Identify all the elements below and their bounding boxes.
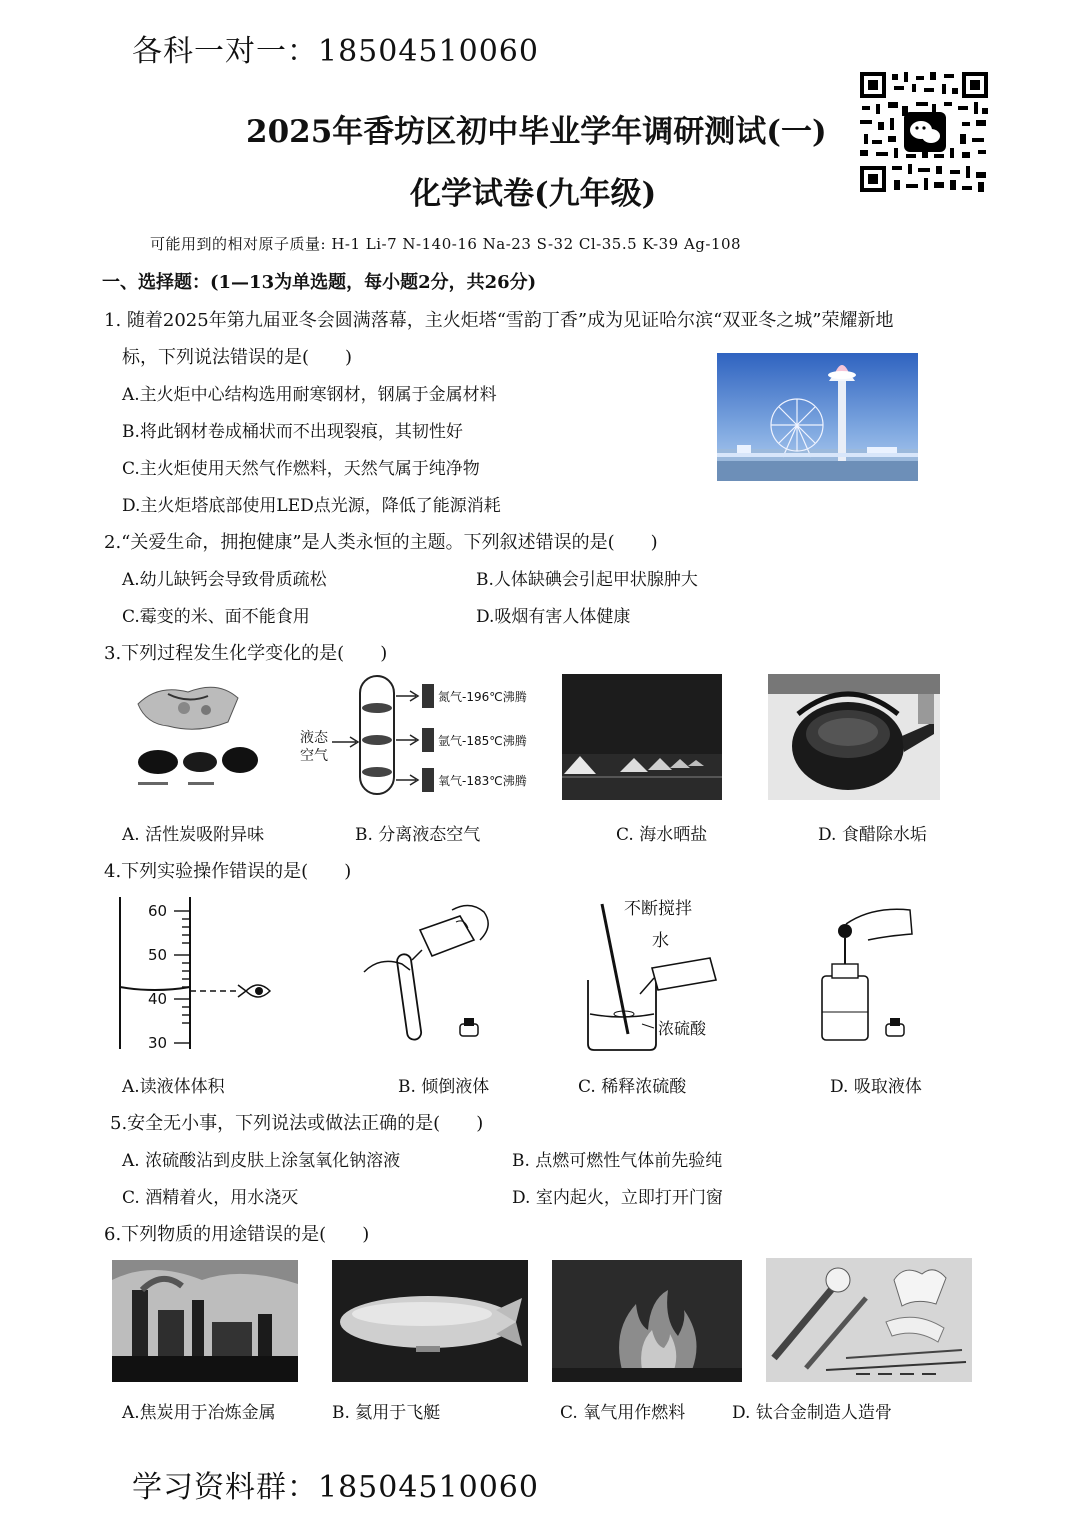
- acid-label: 浓硫酸: [658, 1019, 707, 1038]
- sea-salt-photo: [562, 674, 722, 800]
- gas-label-argon: 氩气-185℃沸腾: [438, 734, 527, 748]
- liquid-air-diagram: [298, 672, 534, 800]
- q2-option-b: B.人体缺碘会引起甲状腺肿大: [476, 570, 698, 590]
- airship-photo: [332, 1260, 528, 1382]
- q4-caption-d: D. 吸取液体: [830, 1077, 922, 1097]
- header-contact: 各科一对一：18504510060: [132, 34, 539, 69]
- titanium-bone-photo: [766, 1258, 972, 1382]
- q6-stem: 6.下列物质的用途错误的是( ): [104, 1224, 370, 1245]
- exam-title: 2025年香坊区初中毕业学年调研测试(一): [246, 114, 827, 150]
- q4-stem: 4.下列实验操作错误的是( ): [104, 861, 352, 882]
- water-label: 水: [652, 931, 669, 951]
- q4-caption-a: A.读液体体积: [122, 1077, 225, 1097]
- q5-option-b: B. 点燃可燃性气体前先验纯: [512, 1151, 723, 1171]
- q1-option-a: A.主火炬中心结构选用耐寒钢材，钢属于金属材料: [122, 385, 497, 405]
- q2-option-a: A.幼儿缺钙会导致骨质疏松: [122, 570, 327, 590]
- q4-caption-c: C. 稀释浓硫酸: [578, 1077, 687, 1097]
- q6-caption-b: B. 氦用于飞艇: [332, 1403, 441, 1423]
- q6-caption-d: D. 钛合金制造人造骨: [732, 1403, 892, 1423]
- q3-caption-a: A. 活性炭吸附异味: [122, 825, 265, 845]
- liquid-air-label-2: 空气: [300, 748, 328, 764]
- q1-option-c: C.主火炬使用天然气作燃料，天然气属于纯净物: [122, 459, 480, 479]
- q4-caption-b: B. 倾倒液体: [398, 1077, 490, 1097]
- q1-option-d: D.主火炬塔底部使用LED点光源，降低了能源消耗: [122, 496, 501, 516]
- q3-stem: 3.下列过程发生化学变化的是( ): [104, 643, 388, 664]
- q5-option-c: C. 酒精着火，用水浇灭: [122, 1188, 299, 1208]
- q3-caption-b: B. 分离液态空气: [355, 825, 481, 845]
- kettle-scale-photo: [768, 674, 940, 800]
- atomic-masses: 可能用到的相对原子质量: H-1 Li-7 N-140-16 Na-23 S-32 Cl-35.5 K-39 Ag-108: [150, 235, 742, 253]
- coke-smelting-photo: [112, 1260, 298, 1382]
- liquid-air-label-1: 液态: [300, 730, 328, 746]
- q2-option-d: D.吸烟有害人体健康: [476, 607, 631, 627]
- exam-subtitle: 化学试卷(九年级): [410, 176, 657, 212]
- q1-option-b: B.将此钢材卷成桶状而不出现裂痕，其韧性好: [122, 422, 463, 442]
- q2-stem: 2.“关爱生命，拥抱健康”是人类永恒的主题。下列叙述错误的是( ): [104, 532, 658, 553]
- activated-carbon-photo: [128, 674, 262, 794]
- dropper-diagram: [816, 900, 924, 1050]
- cylinder-tick-30: 30: [148, 1034, 168, 1052]
- flame-photo: [552, 1260, 742, 1382]
- dilute-acid-diagram: [582, 894, 728, 1052]
- q5-stem: 5.安全无小事，下列说法或做法正确的是( ): [110, 1113, 484, 1134]
- q6-caption-c: C. 氧气用作燃料: [560, 1403, 686, 1423]
- torch-tower-photo: [717, 353, 918, 481]
- cylinder-tick-60: 60: [148, 902, 168, 920]
- gas-label-oxygen: 氧气-183℃沸腾: [438, 774, 527, 788]
- section-heading: 一、选择题：(1—13为单选题，每小题2分，共26分): [102, 272, 537, 293]
- q5-option-d: D. 室内起火，立即打开门窗: [512, 1188, 723, 1208]
- footer-study-group: 学习资料群：18504510060: [132, 1470, 539, 1505]
- cylinder-tick-50: 50: [148, 946, 168, 964]
- q1-stem: 1. 随着2025年第九届亚冬会圆满落幕，主火炬塔“雪韵丁香”成为见证哈尔滨“双亚冬之城”荣耀新地: [104, 310, 894, 331]
- q6-caption-a: A.焦炭用于冶炼金属: [122, 1403, 276, 1423]
- q2-option-c: C.霉变的米、面不能食用: [122, 607, 310, 627]
- graduated-cylinder-diagram: [112, 893, 274, 1053]
- q1-stem-cont: 标，下列说法错误的是( ): [122, 347, 353, 368]
- stir-label: 不断搅拌: [624, 899, 692, 919]
- q3-caption-d: D. 食醋除水垢: [818, 825, 927, 845]
- q3-caption-c: C. 海水晒盐: [616, 825, 708, 845]
- pouring-liquid-diagram: [360, 900, 500, 1050]
- q5-option-a: A. 浓硫酸沾到皮肤上涂氢氧化钠溶液: [122, 1151, 401, 1171]
- qr-code: [858, 70, 990, 194]
- gas-label-nitrogen: 氮气-196℃沸腾: [438, 690, 527, 704]
- cylinder-tick-40: 40: [148, 990, 168, 1008]
